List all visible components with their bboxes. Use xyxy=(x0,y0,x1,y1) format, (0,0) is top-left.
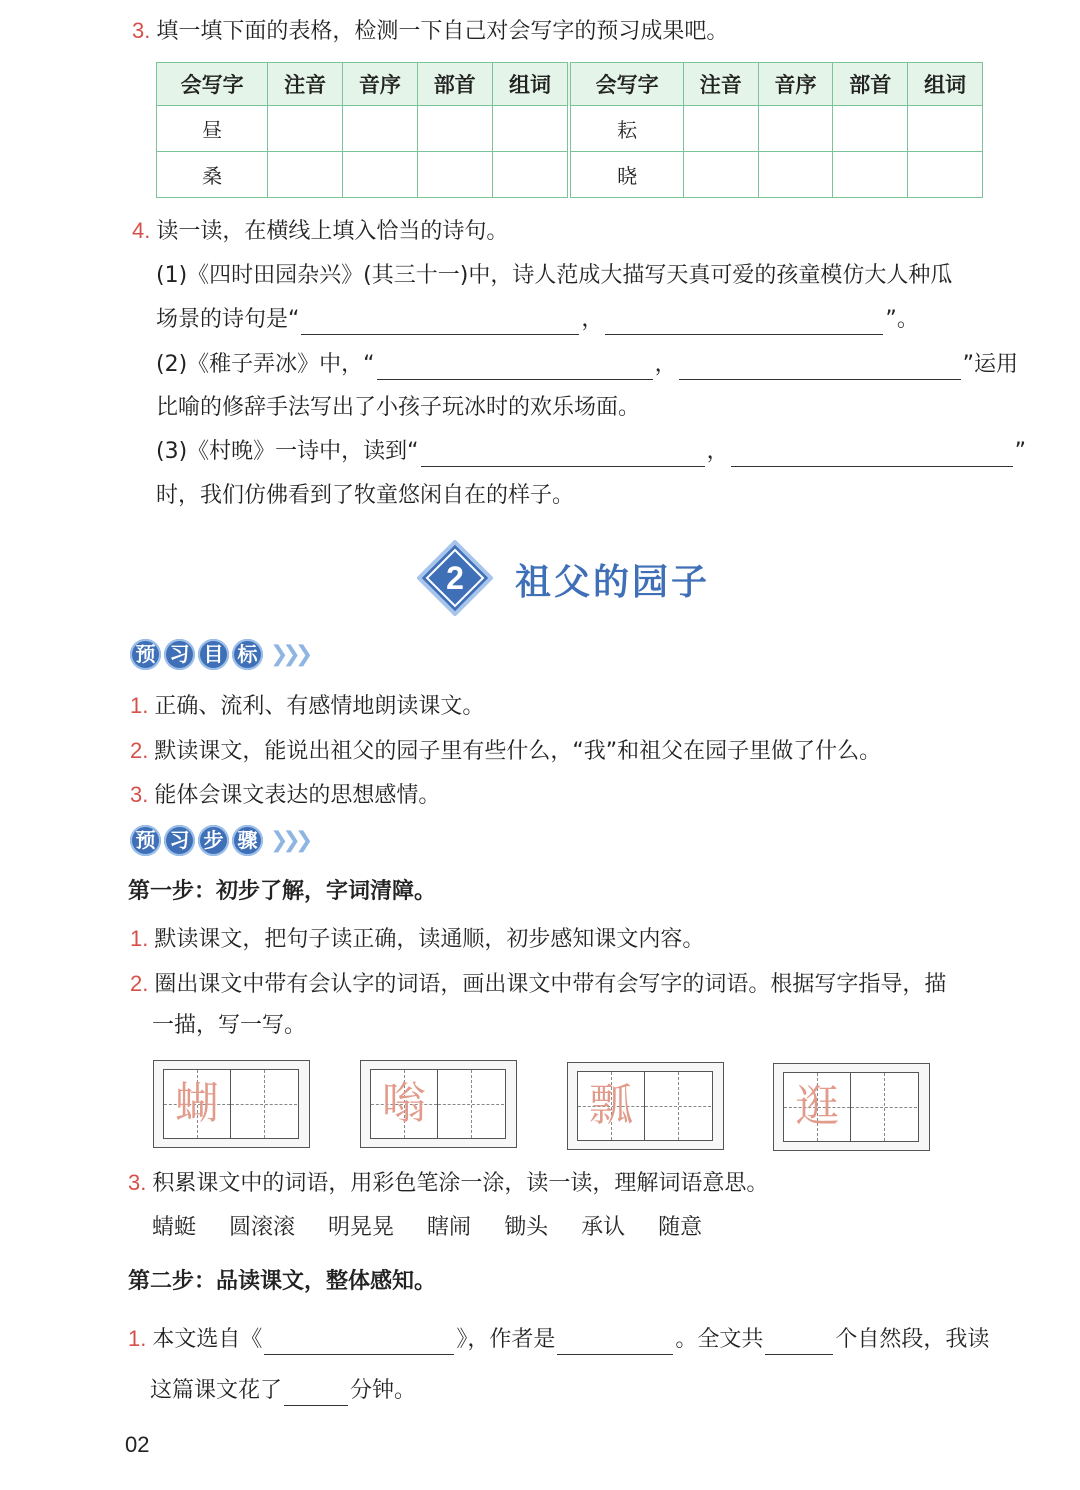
vocab-word[interactable]: 圆滚滚 xyxy=(229,1215,296,1240)
vocab-word[interactable]: 瞎闹 xyxy=(427,1215,472,1240)
answer-blank[interactable] xyxy=(377,355,653,380)
page-number: 02 xyxy=(125,1432,150,1457)
blank-cell[interactable] xyxy=(417,152,492,198)
writing-practice-box[interactable] xyxy=(360,1060,517,1148)
item-text: 默读课文，把句子读正确，读通顺，初步感知课文内容。 xyxy=(154,927,705,952)
writing-practice-box[interactable] xyxy=(773,1063,930,1151)
chevron-right-icon: ❯❯❯ xyxy=(270,642,308,667)
goal-item xyxy=(130,736,881,767)
q4-part2-line xyxy=(156,350,1018,380)
header-cell: 会写字 xyxy=(157,63,268,106)
tracing-char: 嗡 xyxy=(382,1078,426,1129)
answer-blank[interactable] xyxy=(679,355,961,380)
prompt-text: 。全文共 xyxy=(675,1327,764,1352)
character-table xyxy=(156,62,983,198)
badge-char: 步 xyxy=(198,825,229,856)
blank-cell[interactable] xyxy=(833,152,908,198)
item-text: 正确、流利、有感情地朗读课文。 xyxy=(154,694,485,719)
step1-item xyxy=(130,969,946,1000)
char-cell: 晓 xyxy=(569,152,683,198)
answer-blank[interactable] xyxy=(765,1330,833,1355)
vocab-word[interactable]: 明晃晃 xyxy=(328,1215,395,1240)
q4-part1-answer-line xyxy=(156,305,919,335)
blank-cell[interactable] xyxy=(343,152,418,198)
answer-blank[interactable] xyxy=(557,1330,673,1355)
tracing-char: 逛 xyxy=(795,1081,839,1132)
badge-char: 预 xyxy=(130,825,161,856)
step1-item-continued: 一描，写一写。 xyxy=(152,1013,307,1038)
question-number: 4. xyxy=(132,218,151,243)
vocab-list xyxy=(152,1213,728,1243)
table-header-row xyxy=(157,63,983,106)
blank-cell[interactable] xyxy=(343,106,418,152)
closing-quote: ”。 xyxy=(885,307,919,332)
badge-char: 习 xyxy=(164,825,195,856)
tracing-char: 蝴 xyxy=(175,1078,219,1129)
step1-item xyxy=(130,924,704,955)
writing-practice-box[interactable] xyxy=(153,1060,310,1148)
question-3 xyxy=(132,16,728,47)
prompt-text: 本文选自《 xyxy=(152,1327,263,1352)
step-2-heading: 第二步：品读课文，整体感知。 xyxy=(128,1269,437,1294)
char-cell: 昼 xyxy=(157,106,268,152)
prompt-text: 》，作者是 xyxy=(456,1327,556,1352)
prompt-text: (3)《村晚》一诗中，读到“ xyxy=(156,439,419,464)
step1-item xyxy=(128,1168,768,1199)
answer-blank[interactable] xyxy=(264,1330,454,1355)
step-1-heading: 第一步：初步了解，字词清障。 xyxy=(128,879,437,904)
answer-blank[interactable] xyxy=(421,442,705,467)
steps-badge xyxy=(130,825,307,856)
item-number: 1. xyxy=(128,1326,147,1351)
goal-item xyxy=(130,691,484,722)
header-cell: 部首 xyxy=(417,63,492,106)
comma: ， xyxy=(654,352,677,377)
blank-cell[interactable] xyxy=(833,106,908,152)
badge-char: 习 xyxy=(164,639,195,670)
item-text: 圈出课文中带有会认字的词语，画出课文中带有会写字的词语。根据写字指导，描 xyxy=(154,972,947,997)
blank-cell[interactable] xyxy=(908,106,983,152)
item-number: 3. xyxy=(128,1170,147,1195)
blank-cell[interactable] xyxy=(758,152,833,198)
blank-cell[interactable] xyxy=(683,152,758,198)
vocab-word[interactable]: 蜻蜓 xyxy=(152,1215,197,1240)
header-cell: 音序 xyxy=(758,63,833,106)
blank-cell[interactable] xyxy=(417,106,492,152)
comma: ， xyxy=(706,439,729,464)
question-4 xyxy=(132,216,508,247)
blank-cell[interactable] xyxy=(268,106,343,152)
vocab-word[interactable]: 承认 xyxy=(581,1215,626,1240)
closing-quote: ” xyxy=(1014,439,1026,464)
prompt-text: 个自然段，我读 xyxy=(835,1327,990,1352)
badge-char: 目 xyxy=(198,639,229,670)
badge-char: 标 xyxy=(232,639,263,670)
badge-char: 骤 xyxy=(232,825,263,856)
q4-part1-text: (1)《四时田园杂兴》(其三十一)中，诗人范成大描写天真可爱的孩童模仿大人种瓜 xyxy=(156,263,953,288)
comma: ， xyxy=(581,307,604,332)
header-cell: 音序 xyxy=(343,63,418,106)
header-cell: 会写字 xyxy=(569,63,683,106)
header-cell: 组词 xyxy=(908,63,983,106)
answer-blank[interactable] xyxy=(284,1381,348,1406)
step2-item-continued xyxy=(150,1376,416,1406)
item-number: 1. xyxy=(130,926,149,951)
lesson-number-badge xyxy=(417,540,493,616)
question-text: 填一填下面的表格，检测一下自己对会写字的预习成果吧。 xyxy=(156,19,729,44)
prompt-text: (2)《稚子弄冰》中，“ xyxy=(156,352,375,377)
header-cell: 组词 xyxy=(492,63,569,106)
item-number: 2. xyxy=(130,738,149,763)
lesson-number: 2 xyxy=(446,560,464,596)
q4-part3-line xyxy=(156,437,1026,467)
item-number: 3. xyxy=(130,782,149,807)
char-cell: 桑 xyxy=(157,152,268,198)
vocab-word[interactable]: 锄头 xyxy=(504,1215,549,1240)
blank-cell[interactable] xyxy=(268,152,343,198)
step2-item xyxy=(128,1324,989,1355)
q4-part3-continued: 时，我们仿佛看到了牧童悠闲自在的样子。 xyxy=(156,483,575,508)
prompt-text: 场景的诗句是“ xyxy=(156,307,300,332)
header-cell: 部首 xyxy=(833,63,908,106)
lesson-title: 祖父的园子 xyxy=(515,562,711,603)
item-number: 2. xyxy=(130,971,149,996)
answer-blank[interactable] xyxy=(605,310,883,335)
question-text: 读一读，在横线上填入恰当的诗句。 xyxy=(156,219,509,244)
blank-cell[interactable] xyxy=(492,152,569,198)
goals-badge xyxy=(130,639,307,670)
chevron-right-icon: ❯❯❯ xyxy=(270,828,308,853)
item-text: 能体会课文表达的思想感情。 xyxy=(154,783,441,808)
answer-blank[interactable] xyxy=(731,442,1013,467)
blank-cell[interactable] xyxy=(758,106,833,152)
char-cell: 耘 xyxy=(569,106,683,152)
goal-item xyxy=(130,780,440,811)
header-cell: 注音 xyxy=(683,63,758,106)
prompt-text: ”运用 xyxy=(962,352,1018,377)
blank-cell[interactable] xyxy=(908,152,983,198)
blank-cell[interactable] xyxy=(683,106,758,152)
badge-char: 预 xyxy=(130,639,161,670)
prompt-text: 这篇课文花了 xyxy=(150,1378,283,1403)
header-cell: 注音 xyxy=(268,63,343,106)
writing-practice-box[interactable] xyxy=(567,1062,724,1150)
table-row xyxy=(157,152,983,198)
vocab-word[interactable]: 随意 xyxy=(658,1215,703,1240)
answer-blank[interactable] xyxy=(301,310,579,335)
item-number: 1. xyxy=(130,693,149,718)
question-number: 3. xyxy=(132,18,151,43)
q4-part2-continued: 比喻的修辞手法写出了小孩子玩冰时的欢乐场面。 xyxy=(156,395,641,420)
blank-cell[interactable] xyxy=(492,106,569,152)
table-row xyxy=(157,106,983,152)
item-text: 默读课文，能说出祖父的园子里有些什么，“我”和祖父在园子里做了什么。 xyxy=(154,739,882,764)
item-text: 积累课文中的词语，用彩色笔涂一涂，读一读，理解词语意思。 xyxy=(152,1171,769,1196)
tracing-char: 瓢 xyxy=(589,1080,633,1131)
prompt-text: 分钟。 xyxy=(350,1378,417,1403)
